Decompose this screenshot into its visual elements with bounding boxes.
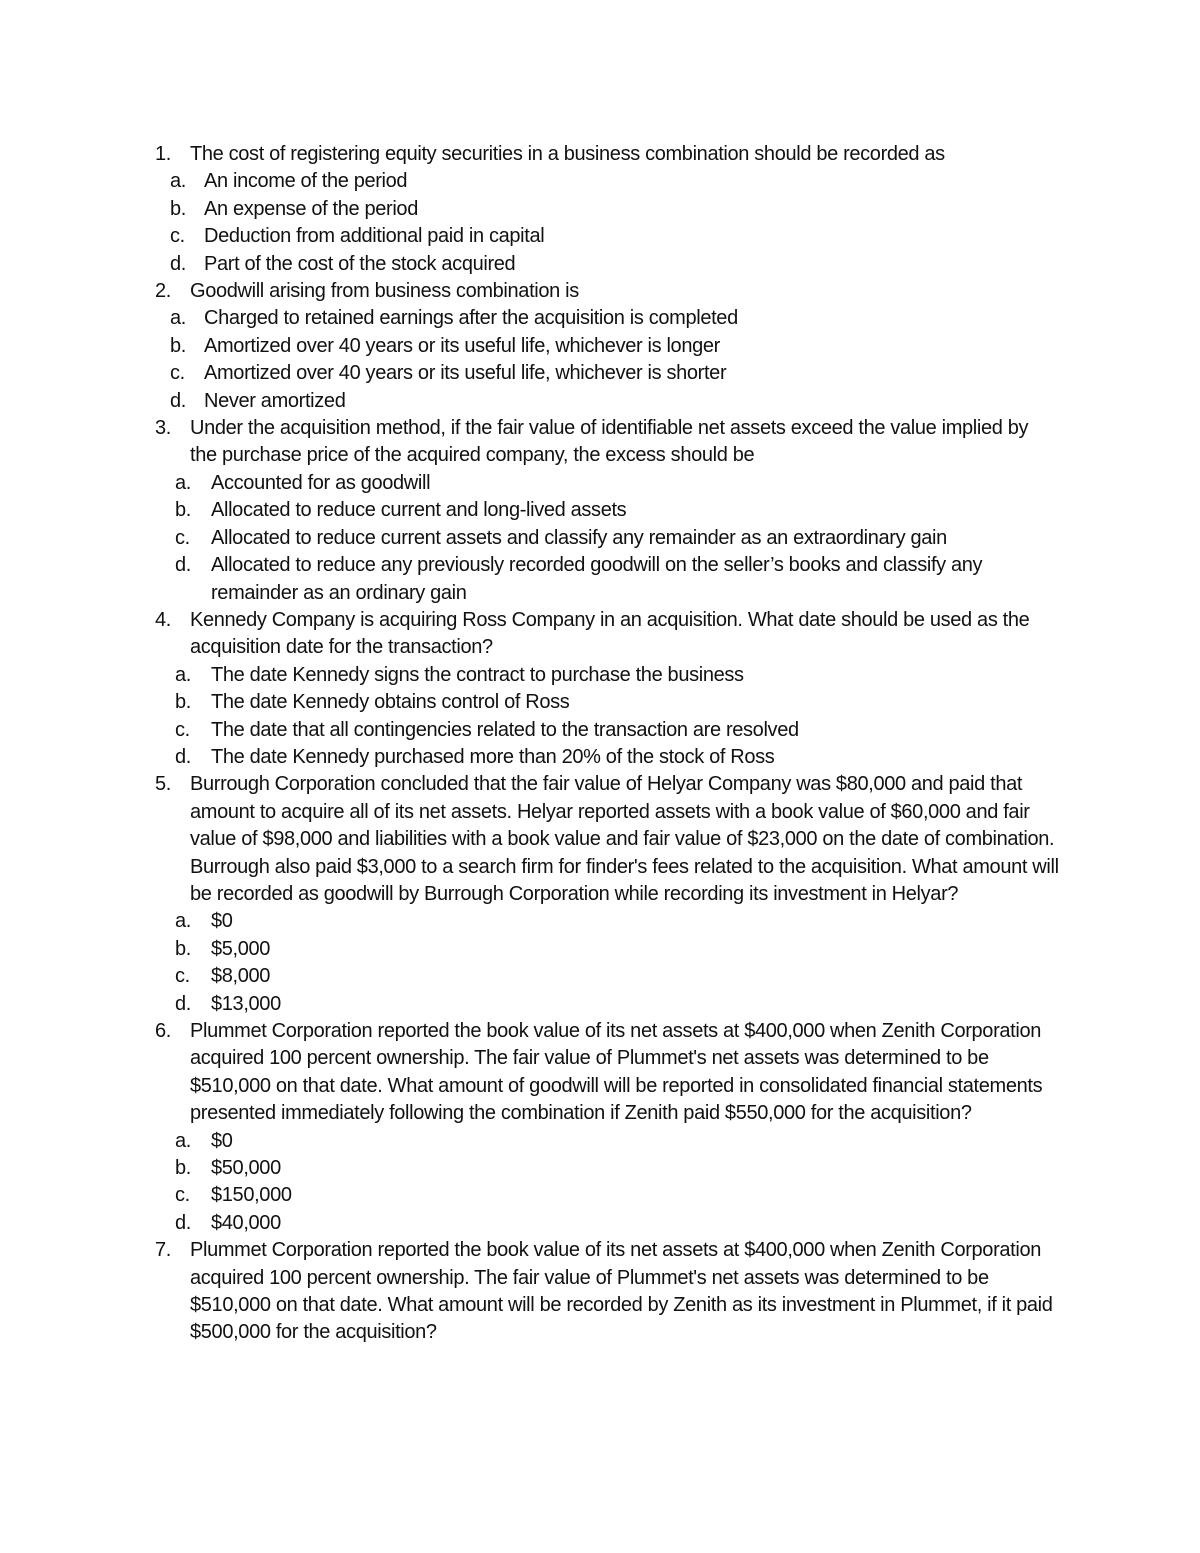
question-list [0,141,1200,1347]
option-text: Allocated to reduce current and long-lived assets [211,499,627,522]
question-text: Under the acquisition method, if the fair value of identifiable net assets exceed the value implied by the purchase price of the acquired company, the excess should be [190,417,1029,467]
option-letter: c. [170,362,185,385]
question-number: 5. [155,773,171,796]
option-c [0,717,1051,744]
option-c [0,963,1051,990]
option-letter: a. [175,663,191,686]
option-letter: a. [170,307,186,330]
question-3 [0,415,1200,607]
option-text: An expense of the period [204,197,418,220]
question-text: Burrough Corporation concluded that the fair value of Helyar Company was $80,000 and paid that amount to acquire all of its net assets. Helyar reported assets with a book value of $60,000 and fair value of $98,000 and liabilities with a book value and fair value of $23,000 on the date of combination. Burrough also paid $3,000 to a search firm for finder's fees related to the acquisition. What amount will be recorded as goodwill by Burrough Corporation while recording its investment in Helyar? [190,773,1059,905]
option-a [0,168,1044,195]
question-text: Goodwill arising from business combination is [190,280,579,303]
question-stem [0,141,1060,168]
option-b [0,1155,1051,1182]
question-stem [0,607,1060,662]
question-number: 1. [155,143,171,165]
option-text: Never amortized [204,389,346,412]
option-text: $0 [211,1129,233,1152]
option-text: Amortized over 40 years or its useful life, whichever is shorter [204,362,727,385]
option-text: $50,000 [211,1157,281,1180]
question-6 [0,1018,1200,1237]
option-letter: c. [175,526,190,549]
option-text: Deduction from additional paid in capital [204,225,545,248]
option-list [0,470,1200,607]
option-letter: a. [175,471,191,494]
option-list [0,662,1200,772]
option-list [0,908,1200,1018]
option-letter: d. [175,554,191,577]
question-stem [0,1237,1060,1347]
option-c [0,360,1044,387]
option-list [0,1128,1200,1238]
question-stem [0,278,1060,305]
option-list [0,305,1200,415]
option-text: $150,000 [211,1184,292,1207]
option-a [0,908,1051,935]
option-letter: c. [175,1184,190,1207]
option-letter: d. [175,992,191,1015]
option-letter: d. [170,389,186,412]
option-list [0,168,1200,278]
option-text: $5,000 [211,937,271,960]
question-text: The cost of registering equity securities in a business combination should be recorded as [190,143,945,165]
option-b [0,196,1044,223]
question-5 [0,771,1200,1018]
question-number: 2. [155,280,171,303]
option-letter: a. [170,170,186,193]
question-text: Plummet Corporation reported the book value of its net assets at $400,000 when Zenith Corporation acquired 100 percent ownership. The fair value of Plummet's net assets was determined to be $510,000 on that date. What amount will be recorded by Zenith as its investment in Plummet, if it paid $500,000 for the acquisition? [190,1239,1053,1344]
option-text: The date Kennedy purchased more than 20% of the stock of Ross [211,745,775,768]
question-number: 6. [155,1020,171,1042]
option-letter: b. [175,937,191,960]
question-4 [0,607,1200,771]
option-text: The date that all contingencies related to the transaction are resolved [211,718,799,741]
option-d [0,552,1051,607]
option-d [0,1210,1051,1237]
option-text: Allocated to reduce any previously recorded goodwill on the seller’s books and classify any remainder as an ordinary gain [211,554,983,604]
option-letter: b. [170,334,186,357]
question-number: 3. [155,417,171,440]
option-a [0,1128,1051,1155]
option-a [0,470,1051,497]
option-b [0,936,1051,963]
option-text: $40,000 [211,1211,281,1234]
option-letter: a. [175,910,191,933]
option-c [0,1182,1051,1209]
option-text: Amortized over 40 years or its useful life, whichever is longer [204,334,720,357]
option-d [0,388,1044,415]
option-b [0,497,1051,524]
option-d [0,251,1044,278]
option-text: Accounted for as goodwill [211,471,431,494]
question-text: Plummet Corporation reported the book value of its net assets at $400,000 when Zenith Corporation acquired 100 percent ownership. The fair value of Plummet's net assets was determined to be $510,000 on that date. What amount of goodwill will be reported in consolidated financial statements presented immediately following the combination if Zenith paid $550,000 for the acquisition? [190,1020,1043,1125]
option-letter: c. [170,225,185,248]
question-stem [0,415,1060,470]
option-b [0,333,1044,360]
question-number: 7. [155,1239,171,1262]
option-letter: c. [175,965,190,988]
option-c [0,223,1044,250]
option-letter: a. [175,1129,191,1152]
option-letter: d. [175,745,191,768]
option-letter: b. [175,1157,191,1180]
option-text: The date Kennedy signs the contract to purchase the business [211,663,744,686]
option-letter: c. [175,718,190,741]
option-text: Allocated to reduce current assets and classify any remainder as an extraordinary gain [211,526,947,549]
question-1 [0,141,1200,278]
option-b [0,689,1051,716]
option-text: The date Kennedy obtains control of Ross [211,691,570,714]
option-d [0,744,1051,771]
option-a [0,305,1044,332]
option-letter: b. [175,499,191,522]
question-number: 4. [155,608,171,631]
option-a [0,662,1051,689]
option-d [0,991,1051,1018]
option-letter: d. [170,252,186,275]
option-text: An income of the period [204,170,408,193]
option-text: Part of the cost of the stock acquired [204,252,516,275]
option-c [0,525,1051,552]
option-letter: d. [175,1211,191,1234]
option-text: $8,000 [211,965,271,988]
option-letter: b. [170,197,186,220]
question-7 [0,1237,1200,1347]
question-stem [0,1018,1060,1128]
question-stem [0,771,1060,908]
option-text: Charged to retained earnings after the acquisition is completed [204,307,738,330]
question-2 [0,278,1200,415]
option-text: $0 [211,910,233,933]
option-text: $13,000 [211,992,281,1015]
question-text: Kennedy Company is acquiring Ross Company in an acquisition. What date should be used as the acquisition date for the transaction? [190,608,1030,659]
option-letter: b. [175,691,191,714]
